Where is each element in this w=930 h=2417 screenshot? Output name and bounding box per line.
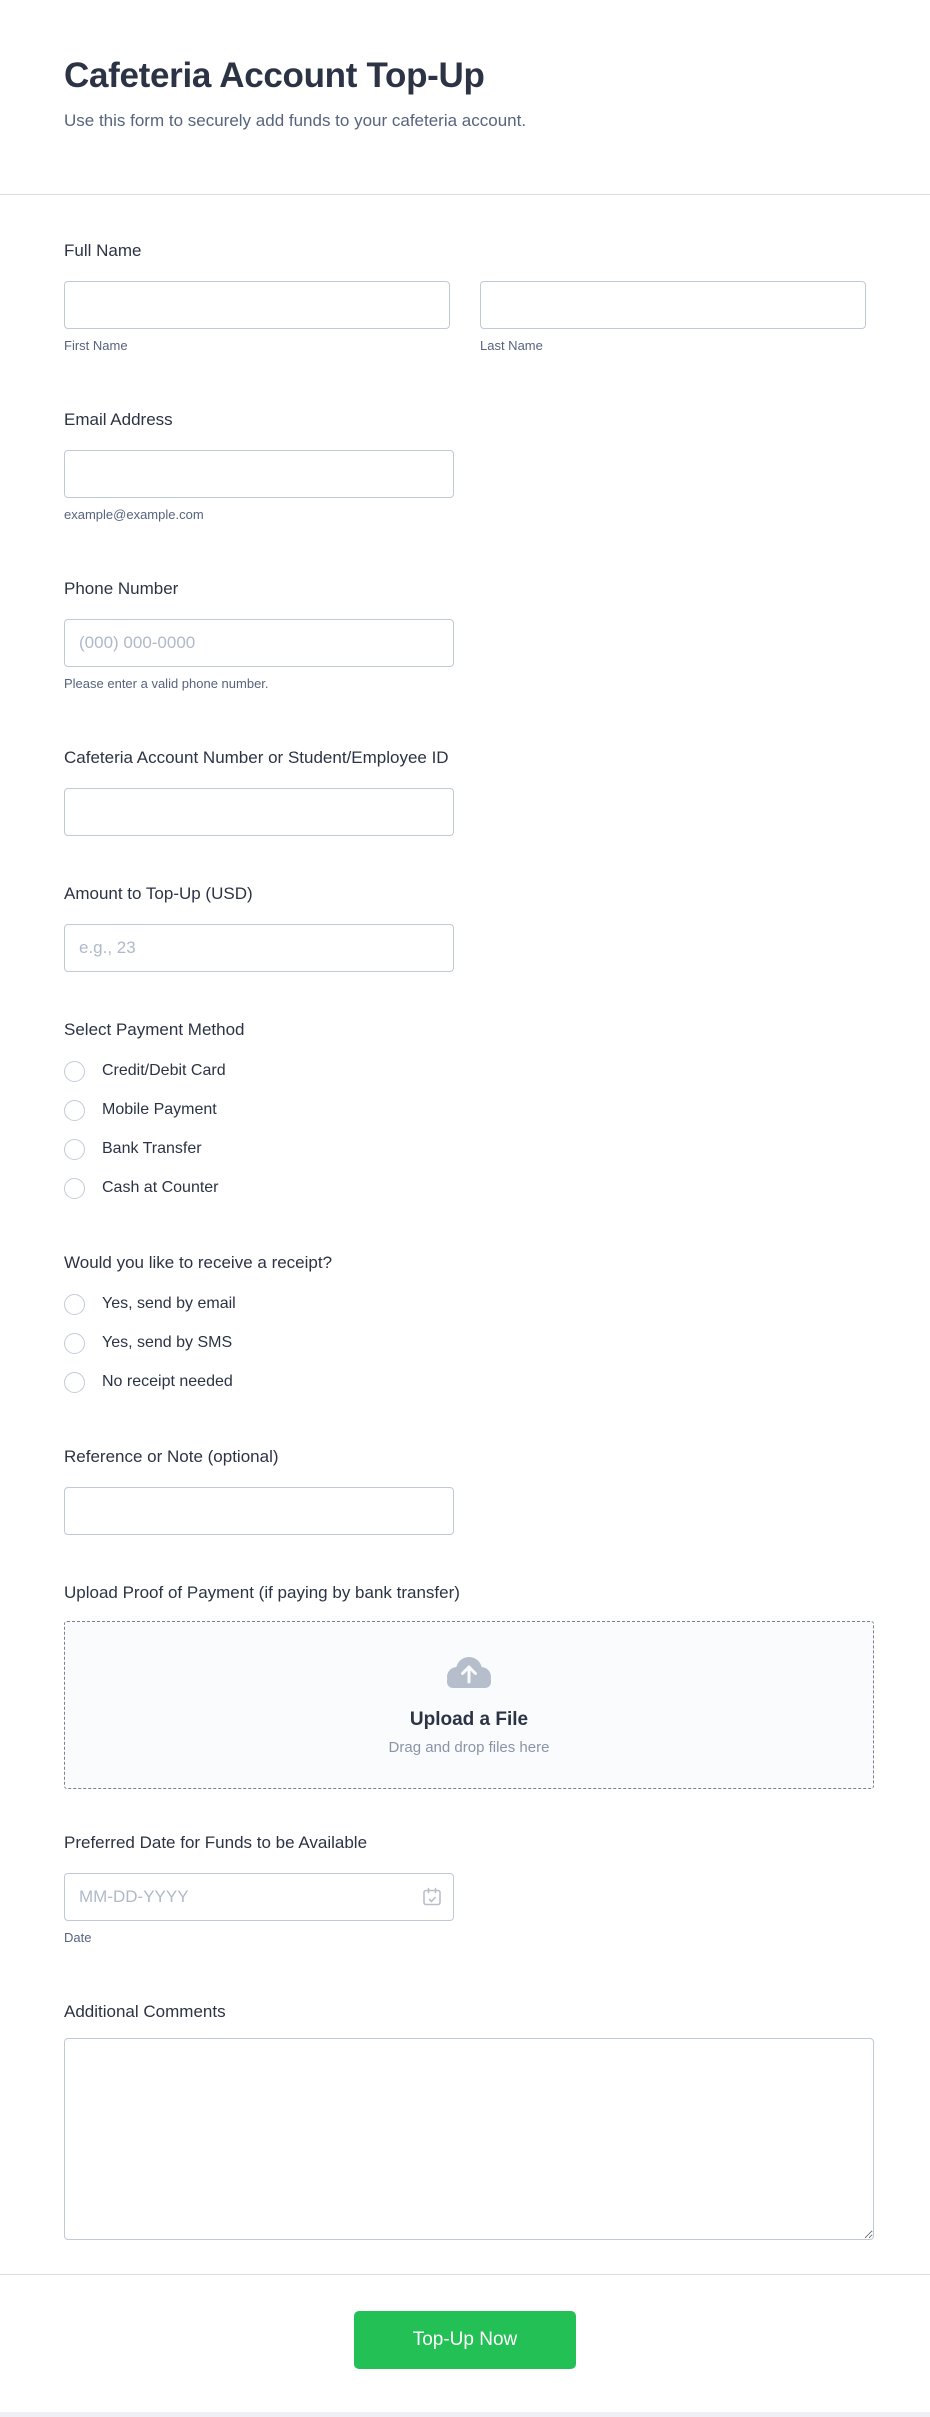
form-title: Cafeteria Account Top-Up: [64, 56, 485, 95]
calendar-icon[interactable]: [421, 1886, 443, 1908]
date-input-wrap: [64, 1873, 454, 1921]
full-name-row: [64, 281, 866, 353]
date-sublabel: Date: [64, 1930, 92, 1945]
first-name-sublabel: First Name: [64, 338, 128, 353]
radio-option-mobile-payment[interactable]: [64, 1096, 866, 1124]
phone-sublabel: Please enter a valid phone number.: [64, 676, 269, 691]
payment-method-options: [64, 1057, 866, 1202]
reference-label: Reference or Note (optional): [64, 1447, 279, 1466]
amount-input[interactable]: [64, 924, 454, 972]
account-id-label: Cafeteria Account Number or Student/Employee ID: [64, 748, 449, 767]
radio-circle[interactable]: [64, 1372, 85, 1393]
date-input[interactable]: [64, 1873, 454, 1921]
field-comments: [64, 2001, 866, 2240]
upload-button-text: Upload a File: [409, 1709, 529, 1730]
first-name-input[interactable]: [64, 281, 450, 329]
file-dropzone[interactable]: [64, 1621, 874, 1789]
radio-circle[interactable]: [64, 1139, 85, 1160]
field-upload: [64, 1582, 866, 1789]
radio-option-cash-at-counter[interactable]: [64, 1174, 866, 1202]
field-amount: [64, 883, 866, 972]
last-name-input[interactable]: [480, 281, 866, 329]
radio-option-label: Yes, send by SMS: [102, 1334, 233, 1351]
radio-circle[interactable]: [64, 1061, 85, 1082]
reference-input[interactable]: [64, 1487, 454, 1535]
radio-circle[interactable]: [64, 1333, 85, 1354]
radio-option-label: No receipt needed: [102, 1373, 233, 1390]
first-name-col: [64, 281, 450, 353]
submit-bar: [0, 2275, 930, 2369]
field-full-name: [64, 240, 866, 353]
comments-label: Additional Comments: [64, 2002, 226, 2021]
email-label: Email Address: [64, 410, 173, 429]
submit-button[interactable]: Top-Up Now: [354, 2311, 576, 2369]
radio-option-bank-transfer[interactable]: [64, 1135, 866, 1163]
upload-hint: Drag and drop files here: [388, 1739, 550, 1756]
account-id-input[interactable]: [64, 788, 454, 836]
radio-option-receipt-email[interactable]: [64, 1290, 866, 1318]
field-account-id: [64, 747, 866, 836]
receipt-options: [64, 1290, 866, 1396]
upload-label: Upload Proof of Payment (if paying by bank transfer): [64, 1583, 460, 1602]
radio-option-label: Yes, send by email: [102, 1295, 236, 1312]
radio-option-label: Credit/Debit Card: [102, 1062, 226, 1079]
payment-method-label: Select Payment Method: [64, 1020, 245, 1039]
field-receipt: [64, 1252, 866, 1396]
radio-option-label: Mobile Payment: [102, 1101, 217, 1118]
radio-option-credit-debit-card[interactable]: [64, 1057, 866, 1085]
radio-circle[interactable]: [64, 1294, 85, 1315]
date-label: Preferred Date for Funds to be Available: [64, 1833, 368, 1852]
radio-option-receipt-sms[interactable]: [64, 1329, 866, 1357]
radio-option-label: Cash at Counter: [102, 1179, 219, 1196]
form-subtitle: Use this form to securely add funds to your cafeteria account.: [64, 111, 527, 130]
full-name-label: Full Name: [64, 241, 142, 260]
field-reference: [64, 1446, 866, 1535]
radio-option-label: Bank Transfer: [102, 1140, 202, 1157]
email-sublabel: example@example.com: [64, 507, 204, 522]
field-email: [64, 409, 866, 522]
last-name-col: [480, 281, 866, 353]
radio-option-no-receipt[interactable]: [64, 1368, 866, 1396]
last-name-sublabel: Last Name: [480, 338, 543, 353]
comments-textarea[interactable]: [64, 2038, 874, 2240]
field-phone: [64, 578, 866, 691]
receipt-label: Would you like to receive a receipt?: [64, 1253, 333, 1272]
phone-input[interactable]: [64, 619, 454, 667]
radio-circle[interactable]: [64, 1178, 85, 1199]
form-header: [0, 0, 930, 195]
field-payment-method: [64, 1019, 866, 1202]
field-date: [64, 1832, 866, 1945]
email-input[interactable]: [64, 450, 454, 498]
form-body: [0, 195, 930, 2240]
phone-label: Phone Number: [64, 579, 179, 598]
cloud-upload-icon: [445, 1654, 493, 1695]
amount-label: Amount to Top-Up (USD): [64, 884, 253, 903]
radio-circle[interactable]: [64, 1100, 85, 1121]
